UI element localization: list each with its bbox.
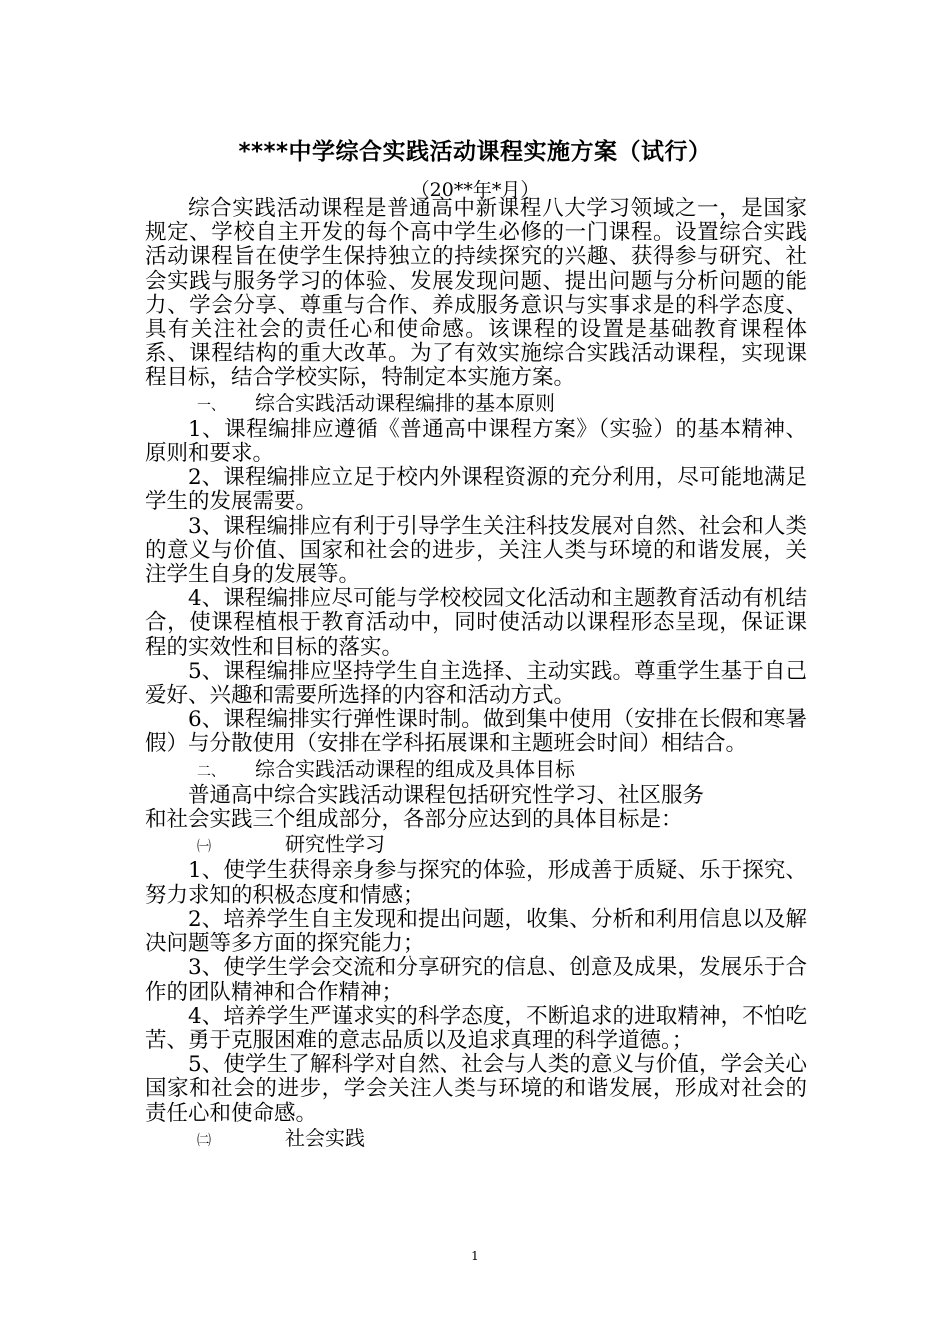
section-2-line-1: 普通高中综合实践活动课程包括研究性学习、社区服务 [188, 782, 705, 808]
intro-paragraph: 综合实践活动课程是普通高中新课程八大学习领域之一，是国家规定、学校自主开发的每个高中学生必修的一门课程。设置综合实践活动课程旨在使学生保持独立的持续探究的兴趣、获得参与研究、社会实践与服务学习的体验、发展发现问题、提出问题与分析问题的能力、学会分享、尊重与合作、养成服务意识与实事求是的科学态度、具有关注社会的责任心和使命感。该课程的设置是基础教育课程体系、课程结构的重大改革。为了有效实施综合实践活动课程，实现课程目标，结合学校实际，特制定本实施方案。 [145, 196, 807, 391]
subsection-title: 研究性学习 [285, 832, 385, 857]
research-goal-3: 3、使学生学会交流和分享研究的信息、创意及成果，发展乐于合作的团队精神和合作精神； [145, 955, 807, 1005]
principle-3: 3、课程编排应有利于引导学生关注科技发展对自然、社会和人类的意义与价值、国家和社会的进步，关注人类与环境的和谐发展，关注学生自身的发展等。 [145, 513, 807, 588]
research-goal-4: 4、培养学生严谨求实的科学态度，不断追求的进取精神，不怕吃苦、勇于克服困难的意志品质以及追求真理的科学道德。； [145, 1003, 807, 1053]
principle-5: 5、课程编排应坚持学生自主选择、主动实践。尊重学生基于自己爱好、兴趣和需要所选择的内容和活动方式。 [145, 658, 807, 709]
principle-1: 1、课程编排应遵循《普通高中课程方案》（实验）的基本精神、原则和要求。 [145, 416, 807, 467]
document-date: （20**年*月） [410, 179, 540, 201]
document-title: ****中学综合实践活动课程实施方案（试行） [238, 139, 712, 165]
principle-6: 6、课程编排实行弹性课时制。做到集中使用（安排在长假和寒暑假）与分散使用（安排在学科拓展课和主题班会时间）相结合。 [145, 707, 807, 757]
subsection-number: ㈠ [197, 839, 211, 856]
section-title: 综合实践活动课程编排的基本原则 [255, 390, 555, 415]
research-goal-2: 2、培养学生自主发现和提出问题，收集、分析和利用信息以及解决问题等多方面的探究能力； [145, 906, 807, 957]
principle-4: 4、课程编排应尽可能与学校校园文化活动和主题教育活动有机结合，使课程植根于教育活动中，同时使活动以课程形态呈现，保证课程的实效性和目标的落实。 [145, 586, 807, 660]
page-number: 1 [471, 1249, 479, 1263]
section-heading-2 [145, 757, 807, 784]
research-goal-5: 5、使学生了解科学对自然、社会与人类的意义与价值，学会关心国家和社会的进步，学会关注人类与环境的和谐发展，形成对社会的责任心和使命感。 [145, 1052, 807, 1126]
research-goal-1: 1、使学生获得亲身参与探究的体验，形成善于质疑、乐于探究、努力求知的积极态度和情感； [145, 858, 807, 908]
subsection-heading-1 [145, 832, 807, 859]
subsection-number: ㈡ [197, 1132, 211, 1149]
principle-2: 2、课程编排应立足于校内外课程资源的充分利用，尽可能地满足学生的发展需要。 [145, 465, 807, 515]
subsection-title: 社会实践 [285, 1125, 365, 1150]
section-number: 二、 [197, 763, 225, 780]
document-body [145, 197, 807, 1153]
section-heading-1 [145, 391, 807, 418]
section-title: 综合实践活动课程的组成及具体目标 [255, 756, 575, 781]
section-2-line-2: 和社会实践三个组成部分，各部分应达到的具体目标是： [145, 807, 683, 833]
section-number: 一、 [197, 397, 225, 414]
subsection-heading-2 [145, 1126, 807, 1153]
